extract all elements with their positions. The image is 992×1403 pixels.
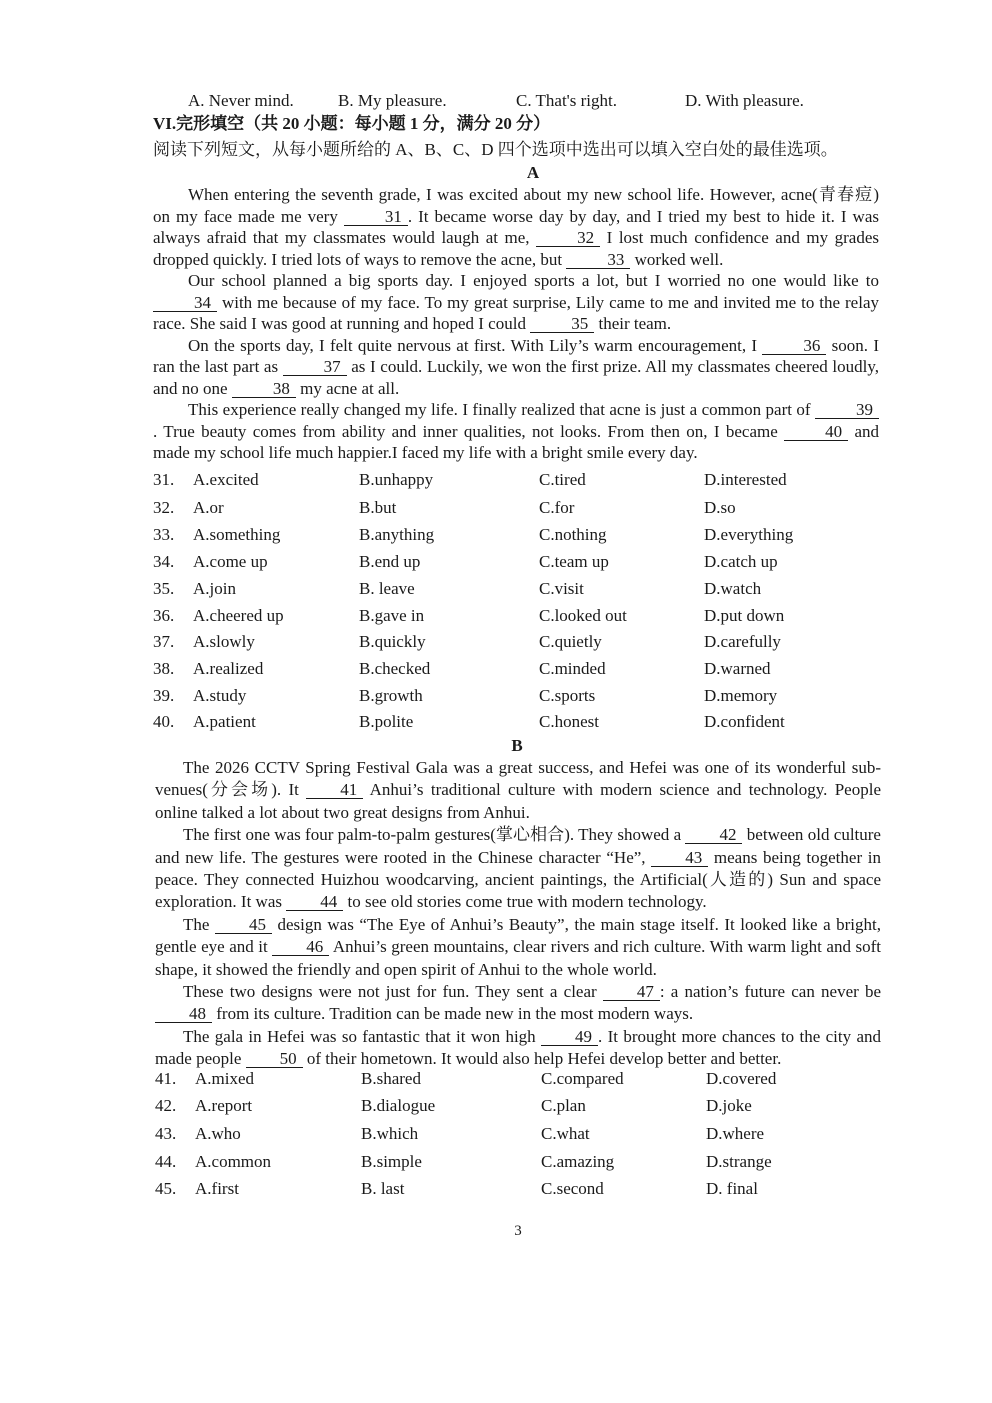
blank-45: 45	[215, 916, 272, 934]
previous-question-options	[188, 90, 828, 112]
blank-40: 40	[784, 423, 848, 441]
blank-49: 49	[541, 1028, 598, 1046]
passage-b	[155, 757, 881, 1071]
blank-46: 46	[272, 938, 329, 956]
blank-33: 33	[566, 251, 630, 269]
option-c: C. That's right.	[516, 91, 617, 110]
blank-47: 47	[603, 983, 660, 1001]
option-d: D. With pleasure.	[685, 91, 804, 110]
blank-36: 36	[762, 337, 826, 355]
passage-a-paragraph-1: When entering the seventh grade, I was excited about my new school life. However, acne(青春痘) on my face made me very 31 . It became worse day by day, and I tried my best to hide it. I was always afraid that my classmates would laugh at me, 32 I lost much confidence and my grades dropped quickly. I tried lots of ways to remove the acne, but 33 worked well.	[153, 185, 879, 269]
passage-b-letter: B	[511, 736, 523, 755]
passage-a-paragraph-4: This experience really changed my life. I finally realized that acne is just a common part of 39. True beauty comes from ability and inner qualities, not looks. From then on, I became 40 and made my school life much happier.I faced my life with a bright smile every day.	[153, 400, 879, 462]
section-instruction: 阅读下列短文，从每小题所给的 A、B、C、D 四个选项中选出可以填入空白处的最佳选项。	[153, 140, 838, 159]
blank-34: 34	[153, 294, 217, 312]
passage-b-paragraph-2: The first one was four palm-to-palm gestures(掌心相合). They showed a 42 between old culture and new life. The gestures were rooted in the Chinese character “He”, 43 means being together in peace. They connected Huizhou woodcarving, ancient paintings, the Artificial(人造的) Sun and space exploration. It was 44 to see old stories come true with modern technology.	[155, 825, 881, 912]
passage-b-paragraph-1: The 2026 CCTV Spring Festival Gala was a great success, and Hefei was one of its wonderful sub-venues(分会场). It 41 Anhui’s traditional culture with modern science and technology. People online talked a lot about two great designs from Anhui.	[155, 758, 881, 822]
blank-41: 41	[306, 781, 363, 799]
blank-43: 43	[651, 849, 708, 867]
blank-31: 31	[344, 208, 408, 226]
blank-42: 42	[685, 826, 742, 844]
option-b: B. My pleasure.	[338, 91, 447, 110]
blank-48: 48	[155, 1005, 212, 1023]
passage-a-paragraph-3: On the sports day, I felt quite nervous at first. With Lily’s warm encouragement, I 36 soon. I ran the last part as 37 as I could. Luckily, we won the first prize. All my classmates cheered loudly, and no one 38 my acne at all.	[153, 335, 880, 398]
blank-38: 38	[232, 380, 296, 398]
passage-b-paragraph-4: These two designs were not just for fun. They sent a clear 47 : a nation’s future can never be 48 from its culture. Tradition can be made new in the most modern ways.	[155, 981, 881, 1026]
passage-b-paragraph-3: The 45 design was “The Eye of Anhui’s Beauty”, the main stage itself. It looked like a bright, gentle eye and it 46 Anhui’s green mountains, clear rivers and rich culture. With warm light and soft shape, it showed the friendly and open spirit of Anhui to the whole world.	[155, 914, 882, 979]
blank-44: 44	[286, 893, 343, 911]
blank-37: 37	[283, 358, 347, 376]
blank-32: 32	[536, 229, 600, 247]
blank-35: 35	[530, 315, 594, 333]
passage-b-paragraph-5: The gala in Hefei was so fantastic that it won high 49 . It brought more chances to the city and made people 50 of their hometown. It would also help Hefei develop better and better.	[155, 1026, 881, 1069]
option-a: A. Never mind.	[188, 91, 294, 110]
page-number: 3	[514, 1223, 522, 1239]
blank-50: 50	[246, 1050, 303, 1068]
passage-a-paragraph-2: Our school planned a big sports day. I enjoyed sports a lot, but I worried no one would like to 34 with me because of my face. To my great surprise, Lily came to me and invited me to the relay race. She said I was good at running and hoped I could 35 their team.	[153, 271, 879, 333]
section-title: VI.完形填空（共 20 小题：每小题 1 分，满分 20 分）	[153, 114, 551, 133]
blank-39: 39	[815, 401, 879, 419]
passage-a-letter: A	[526, 163, 540, 182]
passage-a	[153, 184, 879, 464]
